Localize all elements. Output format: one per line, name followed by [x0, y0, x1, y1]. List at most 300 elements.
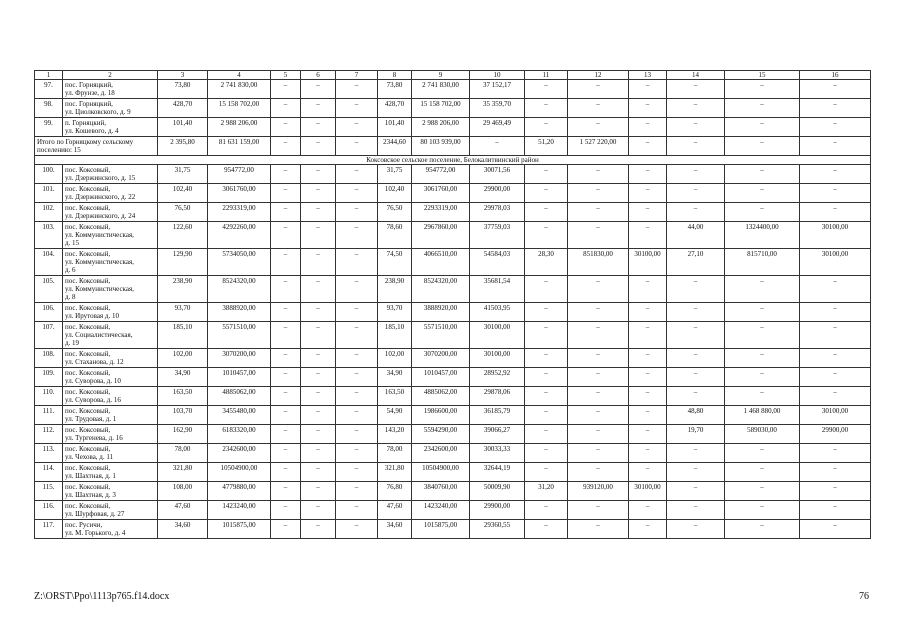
- value-cell: –: [568, 203, 629, 222]
- value-cell: 238,90: [378, 276, 412, 303]
- total-cell: 80 103 939,00: [412, 137, 470, 156]
- total-cell: –: [725, 137, 800, 156]
- value-cell: –: [568, 80, 629, 99]
- value-cell: –: [525, 118, 568, 137]
- value-cell: 103,70: [158, 406, 208, 425]
- value-cell: 428,70: [158, 99, 208, 118]
- value-cell: –: [301, 184, 336, 203]
- value-cell: –: [301, 322, 336, 349]
- section-heading-row: [35, 156, 871, 165]
- value-cell: –: [725, 203, 800, 222]
- value-cell: –: [271, 203, 301, 222]
- address-cell: пос. Горняцкий, ул. Циолковского, д. 9: [63, 99, 158, 118]
- value-cell: –: [629, 463, 667, 482]
- value-cell: –: [301, 425, 336, 444]
- value-cell: –: [800, 80, 871, 99]
- value-cell: –: [301, 406, 336, 425]
- value-cell: 2 741 830,00: [208, 80, 271, 99]
- value-cell: 31,75: [158, 165, 208, 184]
- value-cell: 2 988 206,00: [412, 118, 470, 137]
- value-cell: 102,00: [158, 349, 208, 368]
- value-cell: –: [271, 80, 301, 99]
- table-row: [35, 425, 871, 444]
- total-cell: 1 527 220,00: [568, 137, 629, 156]
- value-cell: 2 741 830,00: [412, 80, 470, 99]
- row-number: 114.: [35, 463, 63, 482]
- value-cell: –: [336, 118, 378, 137]
- address-cell: пос. Коксовый, ул. Коммунистическая, д. 6: [63, 249, 158, 276]
- value-cell: 321,80: [378, 463, 412, 482]
- value-cell: –: [568, 406, 629, 425]
- value-cell: 10504900,00: [412, 463, 470, 482]
- value-cell: 2293319,00: [412, 203, 470, 222]
- value-cell: 93,70: [378, 303, 412, 322]
- value-cell: –: [525, 520, 568, 539]
- column-number: 13: [629, 71, 667, 80]
- value-cell: 1010457,00: [208, 368, 271, 387]
- value-cell: –: [336, 406, 378, 425]
- value-cell: –: [568, 349, 629, 368]
- address-cell: пос. Коксовый, ул. Коммунистическая, д. 8: [63, 276, 158, 303]
- address-cell: пос. Коксовый, ул. Ирутовая д. 10: [63, 303, 158, 322]
- register-table: [34, 70, 871, 539]
- row-number: 110.: [35, 387, 63, 406]
- value-cell: 163,50: [158, 387, 208, 406]
- value-cell: –: [667, 463, 725, 482]
- value-cell: –: [725, 387, 800, 406]
- row-number: 107.: [35, 322, 63, 349]
- value-cell: –: [568, 368, 629, 387]
- value-cell: –: [568, 520, 629, 539]
- value-cell: 102,40: [378, 184, 412, 203]
- value-cell: –: [629, 368, 667, 387]
- value-cell: 4066510,00: [412, 249, 470, 276]
- value-cell: –: [725, 463, 800, 482]
- row-number: 105.: [35, 276, 63, 303]
- column-number: 6: [301, 71, 336, 80]
- value-cell: –: [667, 165, 725, 184]
- value-cell: –: [667, 99, 725, 118]
- value-cell: 4885062,00: [412, 387, 470, 406]
- value-cell: –: [629, 80, 667, 99]
- total-row: [35, 137, 871, 156]
- value-cell: –: [271, 165, 301, 184]
- value-cell: –: [629, 303, 667, 322]
- value-cell: –: [568, 222, 629, 249]
- value-cell: –: [336, 425, 378, 444]
- address-cell: пос. Коксовый, ул. Шурфовая, д. 27: [63, 501, 158, 520]
- value-cell: –: [301, 501, 336, 520]
- value-cell: –: [800, 387, 871, 406]
- value-cell: –: [568, 501, 629, 520]
- value-cell: –: [667, 303, 725, 322]
- value-cell: –: [800, 520, 871, 539]
- address-cell: пос. Коксовый, ул. Коммунистическая, д. 15: [63, 222, 158, 249]
- column-number: 15: [725, 71, 800, 80]
- table-row: [35, 349, 871, 368]
- total-cell: –: [301, 137, 336, 156]
- value-cell: –: [271, 368, 301, 387]
- row-number: 99.: [35, 118, 63, 137]
- address-cell: пос. Коксовый, ул. Социалистическая, д. 19: [63, 322, 158, 349]
- row-number: 102.: [35, 203, 63, 222]
- value-cell: –: [271, 99, 301, 118]
- value-cell: 78,00: [378, 444, 412, 463]
- value-cell: –: [629, 165, 667, 184]
- value-cell: –: [336, 222, 378, 249]
- value-cell: –: [629, 444, 667, 463]
- address-cell: пос. Коксовый, ул. Стаханова, д. 12: [63, 349, 158, 368]
- value-cell: 1324400,00: [725, 222, 800, 249]
- value-cell: 37759,03: [470, 222, 525, 249]
- value-cell: –: [629, 322, 667, 349]
- value-cell: –: [667, 387, 725, 406]
- value-cell: 31,75: [378, 165, 412, 184]
- value-cell: 2967860,00: [412, 222, 470, 249]
- row-number: 108.: [35, 349, 63, 368]
- value-cell: 27,10: [667, 249, 725, 276]
- value-cell: 102,40: [158, 184, 208, 203]
- total-cell: 51,20: [525, 137, 568, 156]
- value-cell: –: [301, 99, 336, 118]
- value-cell: –: [568, 184, 629, 203]
- value-cell: –: [336, 276, 378, 303]
- table-row: [35, 165, 871, 184]
- value-cell: 29360,55: [470, 520, 525, 539]
- address-cell: пос. Коксовый, ул. Чехова, д. 11: [63, 444, 158, 463]
- value-cell: 954772,00: [412, 165, 470, 184]
- value-cell: –: [800, 368, 871, 387]
- value-cell: 30100,00: [629, 249, 667, 276]
- value-cell: 815710,00: [725, 249, 800, 276]
- value-cell: 50009,90: [470, 482, 525, 501]
- value-cell: 1 468 880,00: [725, 406, 800, 425]
- value-cell: 34,90: [158, 368, 208, 387]
- value-cell: 185,10: [378, 322, 412, 349]
- value-cell: –: [336, 444, 378, 463]
- value-cell: –: [568, 276, 629, 303]
- value-cell: 162,90: [158, 425, 208, 444]
- value-cell: –: [336, 184, 378, 203]
- value-cell: –: [271, 222, 301, 249]
- total-cell: –: [667, 137, 725, 156]
- value-cell: 30100,00: [800, 222, 871, 249]
- row-number: 112.: [35, 425, 63, 444]
- value-cell: 321,80: [158, 463, 208, 482]
- value-cell: –: [568, 425, 629, 444]
- total-cell: 81 631 159,00: [208, 137, 271, 156]
- value-cell: –: [525, 387, 568, 406]
- value-cell: 30071,56: [470, 165, 525, 184]
- table-row: [35, 406, 871, 425]
- value-cell: 35681,54: [470, 276, 525, 303]
- value-cell: –: [301, 80, 336, 99]
- value-cell: 76,50: [158, 203, 208, 222]
- address-cell: пос. Коксовый, ул. Дзержинского, д. 22: [63, 184, 158, 203]
- value-cell: 4779880,00: [208, 482, 271, 501]
- value-cell: –: [667, 501, 725, 520]
- value-cell: 44,00: [667, 222, 725, 249]
- value-cell: –: [725, 482, 800, 501]
- value-cell: 37 152,17: [470, 80, 525, 99]
- value-cell: 851830,00: [568, 249, 629, 276]
- value-cell: –: [629, 520, 667, 539]
- column-number-row: [35, 71, 871, 80]
- value-cell: –: [629, 118, 667, 137]
- value-cell: 76,50: [378, 203, 412, 222]
- total-label: Итого по Горняцкому сельскому поселению: 15: [35, 137, 158, 156]
- table-body: [35, 71, 871, 539]
- value-cell: –: [525, 80, 568, 99]
- address-cell: пос. Коксовый, ул. Тургенева, д. 16: [63, 425, 158, 444]
- value-cell: –: [667, 349, 725, 368]
- value-cell: –: [525, 368, 568, 387]
- value-cell: 34,60: [378, 520, 412, 539]
- column-number: 1: [35, 71, 63, 80]
- value-cell: –: [629, 406, 667, 425]
- value-cell: –: [525, 184, 568, 203]
- value-cell: 143,20: [378, 425, 412, 444]
- total-cell: 2344,60: [378, 137, 412, 156]
- value-cell: –: [629, 349, 667, 368]
- value-cell: 2 988 206,00: [208, 118, 271, 137]
- table-row: [35, 184, 871, 203]
- value-cell: 108,00: [158, 482, 208, 501]
- value-cell: –: [525, 203, 568, 222]
- table-row: [35, 276, 871, 303]
- value-cell: 30100,00: [470, 349, 525, 368]
- value-cell: –: [271, 501, 301, 520]
- value-cell: –: [525, 99, 568, 118]
- value-cell: 3455480,00: [208, 406, 271, 425]
- value-cell: –: [301, 444, 336, 463]
- value-cell: 2293319,00: [208, 203, 271, 222]
- row-number: 106.: [35, 303, 63, 322]
- table-row: [35, 482, 871, 501]
- value-cell: 29878,06: [470, 387, 525, 406]
- table-row: [35, 80, 871, 99]
- value-cell: 54,90: [378, 406, 412, 425]
- value-cell: –: [336, 387, 378, 406]
- table-row: [35, 501, 871, 520]
- value-cell: –: [725, 99, 800, 118]
- value-cell: 29900,00: [800, 425, 871, 444]
- value-cell: 1423240,00: [208, 501, 271, 520]
- value-cell: –: [525, 349, 568, 368]
- value-cell: 1423240,00: [412, 501, 470, 520]
- value-cell: –: [525, 406, 568, 425]
- value-cell: –: [568, 165, 629, 184]
- value-cell: 73,80: [378, 80, 412, 99]
- value-cell: –: [271, 184, 301, 203]
- value-cell: –: [271, 322, 301, 349]
- value-cell: –: [271, 249, 301, 276]
- value-cell: –: [800, 184, 871, 203]
- value-cell: –: [725, 501, 800, 520]
- value-cell: –: [667, 80, 725, 99]
- value-cell: –: [271, 118, 301, 137]
- value-cell: 428,70: [378, 99, 412, 118]
- value-cell: –: [525, 463, 568, 482]
- column-number: 5: [271, 71, 301, 80]
- value-cell: –: [301, 249, 336, 276]
- column-number: 12: [568, 71, 629, 80]
- value-cell: –: [629, 99, 667, 118]
- value-cell: 5734050,00: [208, 249, 271, 276]
- value-cell: –: [271, 349, 301, 368]
- value-cell: 122,60: [158, 222, 208, 249]
- value-cell: –: [271, 482, 301, 501]
- value-cell: 93,70: [158, 303, 208, 322]
- value-cell: 28952,92: [470, 368, 525, 387]
- row-number: 109.: [35, 368, 63, 387]
- column-number: 16: [800, 71, 871, 80]
- value-cell: 41503,95: [470, 303, 525, 322]
- value-cell: 30100,00: [629, 482, 667, 501]
- value-cell: –: [667, 203, 725, 222]
- column-number: 3: [158, 71, 208, 80]
- value-cell: 3888920,00: [208, 303, 271, 322]
- footer-file-path: Z:\ORST\Ppo\1113p765.f14.docx: [34, 591, 170, 602]
- value-cell: –: [336, 203, 378, 222]
- value-cell: 2342600,00: [412, 444, 470, 463]
- value-cell: –: [568, 463, 629, 482]
- value-cell: –: [301, 303, 336, 322]
- address-cell: пос. Коксовый, ул. Дзержинского, д. 24: [63, 203, 158, 222]
- total-cell: –: [800, 137, 871, 156]
- table-row: [35, 520, 871, 539]
- value-cell: –: [800, 322, 871, 349]
- value-cell: 954772,00: [208, 165, 271, 184]
- value-cell: 29 469,49: [470, 118, 525, 137]
- table-row: [35, 203, 871, 222]
- column-number: 2: [63, 71, 158, 80]
- value-cell: –: [667, 368, 725, 387]
- value-cell: –: [271, 406, 301, 425]
- value-cell: 47,60: [158, 501, 208, 520]
- table-row: [35, 322, 871, 349]
- value-cell: 589030,00: [725, 425, 800, 444]
- value-cell: –: [271, 444, 301, 463]
- value-cell: –: [800, 463, 871, 482]
- value-cell: –: [568, 118, 629, 137]
- value-cell: 3070200,00: [412, 349, 470, 368]
- table-row: [35, 368, 871, 387]
- value-cell: 8524320,00: [208, 276, 271, 303]
- value-cell: –: [525, 222, 568, 249]
- value-cell: –: [800, 203, 871, 222]
- value-cell: –: [271, 276, 301, 303]
- row-number: 103.: [35, 222, 63, 249]
- value-cell: –: [725, 520, 800, 539]
- value-cell: 28,30: [525, 249, 568, 276]
- value-cell: –: [629, 501, 667, 520]
- value-cell: 36185,79: [470, 406, 525, 425]
- total-cell: –: [470, 137, 525, 156]
- column-number: 4: [208, 71, 271, 80]
- value-cell: 48,80: [667, 406, 725, 425]
- table-row: [35, 303, 871, 322]
- value-cell: 29900,00: [470, 501, 525, 520]
- value-cell: 3840760,00: [412, 482, 470, 501]
- value-cell: 15 158 702,00: [208, 99, 271, 118]
- value-cell: –: [336, 322, 378, 349]
- value-cell: 30033,33: [470, 444, 525, 463]
- value-cell: –: [525, 276, 568, 303]
- value-cell: –: [336, 463, 378, 482]
- value-cell: –: [301, 463, 336, 482]
- value-cell: –: [336, 349, 378, 368]
- value-cell: –: [568, 303, 629, 322]
- value-cell: –: [301, 349, 336, 368]
- value-cell: 29978,03: [470, 203, 525, 222]
- value-cell: –: [667, 322, 725, 349]
- value-cell: –: [525, 425, 568, 444]
- address-cell: пос. Коксовый, ул. Трудовая, д. 1: [63, 406, 158, 425]
- address-cell: пос. Коксовый, ул. Суворова, д. 10: [63, 368, 158, 387]
- value-cell: –: [667, 520, 725, 539]
- value-cell: –: [725, 349, 800, 368]
- value-cell: –: [568, 99, 629, 118]
- value-cell: –: [800, 303, 871, 322]
- value-cell: –: [525, 322, 568, 349]
- value-cell: 76,80: [378, 482, 412, 501]
- address-cell: пос. Русичи, ул. М. Горького, д. 4: [63, 520, 158, 539]
- value-cell: 74,50: [378, 249, 412, 276]
- row-number: 117.: [35, 520, 63, 539]
- address-cell: пос. Коксовый, ул. Суворова, д. 16: [63, 387, 158, 406]
- row-number: 100.: [35, 165, 63, 184]
- value-cell: 19,70: [667, 425, 725, 444]
- column-number: 7: [336, 71, 378, 80]
- column-number: 10: [470, 71, 525, 80]
- column-number: 8: [378, 71, 412, 80]
- value-cell: 1015875,00: [208, 520, 271, 539]
- value-cell: –: [336, 520, 378, 539]
- table-row: [35, 387, 871, 406]
- value-cell: 29900,00: [470, 184, 525, 203]
- value-cell: –: [301, 165, 336, 184]
- total-cell: –: [271, 137, 301, 156]
- value-cell: 102,00: [378, 349, 412, 368]
- address-cell: п. Горняцкий, ул. Кошевого, д. 4: [63, 118, 158, 137]
- value-cell: –: [336, 368, 378, 387]
- value-cell: –: [725, 276, 800, 303]
- total-cell: –: [629, 137, 667, 156]
- value-cell: –: [800, 118, 871, 137]
- value-cell: –: [800, 165, 871, 184]
- value-cell: –: [667, 444, 725, 463]
- value-cell: 78,60: [378, 222, 412, 249]
- value-cell: –: [301, 368, 336, 387]
- value-cell: 1986600,00: [412, 406, 470, 425]
- value-cell: –: [525, 501, 568, 520]
- value-cell: –: [629, 184, 667, 203]
- row-number: 97.: [35, 80, 63, 99]
- row-number: 113.: [35, 444, 63, 463]
- value-cell: 5571510,00: [208, 322, 271, 349]
- value-cell: 30100,00: [800, 249, 871, 276]
- value-cell: 8524320,00: [412, 276, 470, 303]
- value-cell: –: [336, 482, 378, 501]
- value-cell: –: [271, 425, 301, 444]
- value-cell: –: [336, 501, 378, 520]
- value-cell: –: [725, 184, 800, 203]
- value-cell: –: [629, 425, 667, 444]
- value-cell: –: [336, 303, 378, 322]
- value-cell: –: [301, 276, 336, 303]
- value-cell: –: [568, 322, 629, 349]
